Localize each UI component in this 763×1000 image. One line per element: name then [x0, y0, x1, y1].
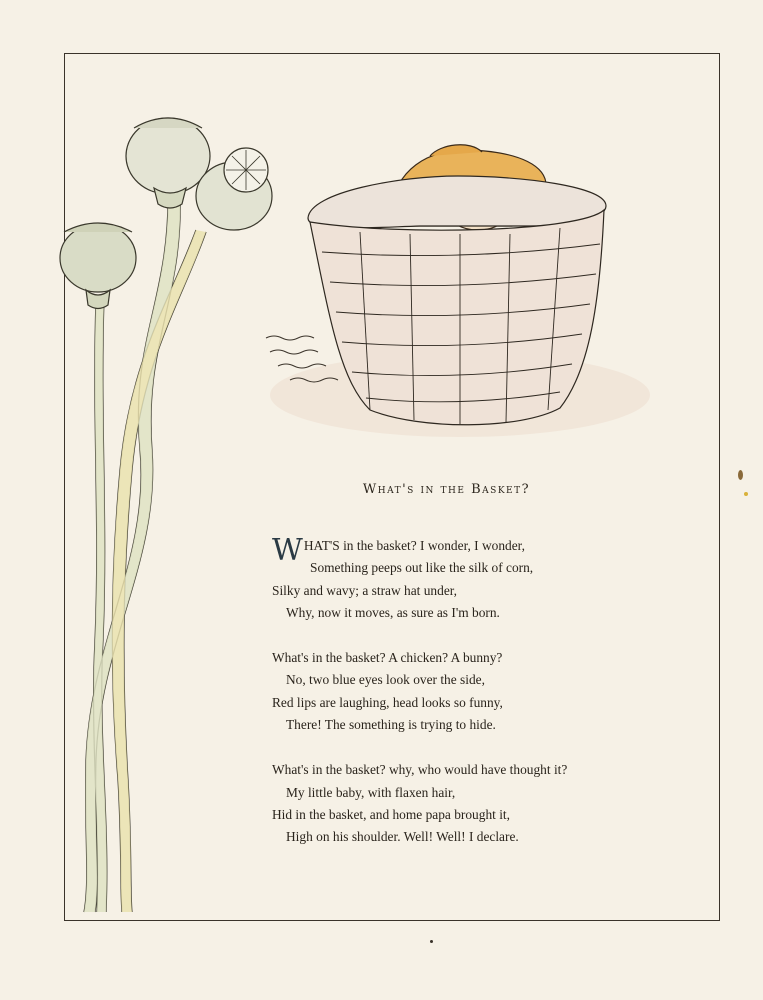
poem-line: HAT'S in the basket? I wonder, I wonder, — [303, 538, 525, 553]
stanza-3 — [272, 759, 672, 848]
poem-line: Why, now it moves, as sure as I'm born. — [286, 604, 500, 620]
poem-line: High on his shoulder. Well! Well! I declare. — [286, 829, 519, 845]
poem-line: Red lips are laughing, head looks so funny, — [272, 694, 503, 710]
poppy-head-left — [60, 223, 136, 309]
stanza-1 — [272, 535, 672, 624]
poem-line: What's in the basket? A chicken? A bunny? — [272, 650, 503, 666]
poem-line: Hid in the basket, and home papa brought it, — [272, 806, 511, 822]
poem-line: Something peeps out like the silk of corn, — [310, 560, 534, 576]
drop-cap: W — [272, 533, 303, 568]
paper-speck — [738, 470, 743, 480]
poem-body — [272, 535, 672, 872]
paper-speck — [744, 492, 748, 496]
paper-speck — [430, 940, 433, 943]
poem-title: What's in the Basket? — [362, 482, 531, 497]
poem-line: My little baby, with flaxen hair, — [286, 784, 456, 800]
poem-line: There! The something is trying to hide. — [286, 717, 496, 733]
poem-line: Silky and wavy; a straw hat under, — [272, 582, 458, 598]
poem-line: What's in the basket? why, who would have thought it? — [272, 762, 568, 778]
poem-line: No, two blue eyes look over the side, — [286, 672, 485, 688]
stanza-2 — [272, 647, 672, 736]
